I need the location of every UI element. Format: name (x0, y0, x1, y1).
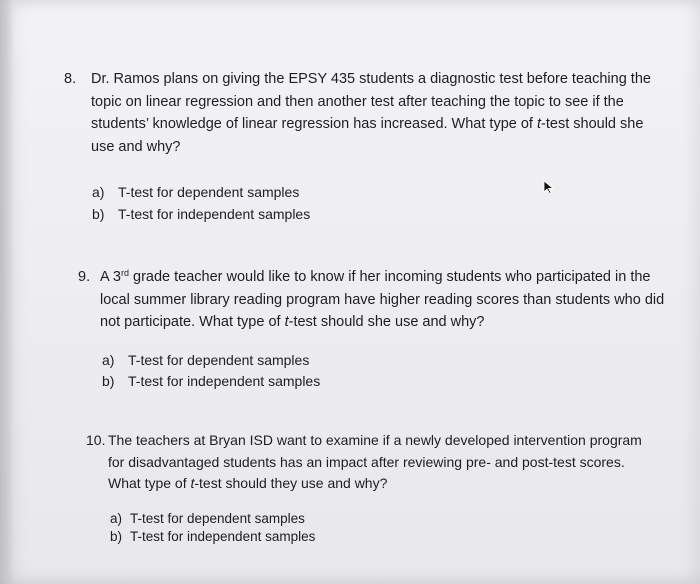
question-number: 8. (64, 71, 77, 87)
mouse-pointer-icon (543, 180, 555, 194)
option-b: b) T-test for independent samples (102, 373, 321, 389)
question-number: 10. (86, 432, 106, 448)
question-10 (86, 430, 686, 495)
question-line: use and why? (91, 138, 181, 155)
question-line: not participate. What type of t-test should she use and why? (100, 314, 485, 330)
question-line: A 3rd grade teacher would like to know if her incoming students who participated in the (100, 268, 651, 285)
question-8 (64, 68, 664, 158)
question-9 (78, 266, 678, 334)
option-b: b) T-test for independent samples (92, 206, 311, 222)
question-line: for disadvantaged students has an impact after reviewing pre- and post-test scores. (108, 453, 625, 470)
question-line: The teachers at Bryan ISD want to examine if a newly developed intervention program (108, 432, 642, 448)
question-line: local summer library reading program have higher reading scores than students who did (100, 291, 665, 308)
question-line: students’ knowledge of linear regression has increased. What type of t-test should she (91, 116, 644, 132)
question-line: What type of t-test should they use and why? (108, 475, 388, 491)
option-b: b) T-test for independent samples (110, 529, 316, 544)
question-number: 9. (78, 269, 91, 285)
option-a: a) T-test for dependent samples (92, 184, 300, 200)
option-a: a) T-test for dependent samples (102, 352, 310, 368)
option-a: a) T-test for dependent samples (110, 511, 305, 526)
question-line: topic on linear regression and then another test after teaching the topic to see if the (91, 93, 624, 110)
question-line: Dr. Ramos plans on giving the EPSY 435 students a diagnostic test before teaching the (91, 71, 651, 87)
page-shadow-edge (0, 0, 14, 584)
